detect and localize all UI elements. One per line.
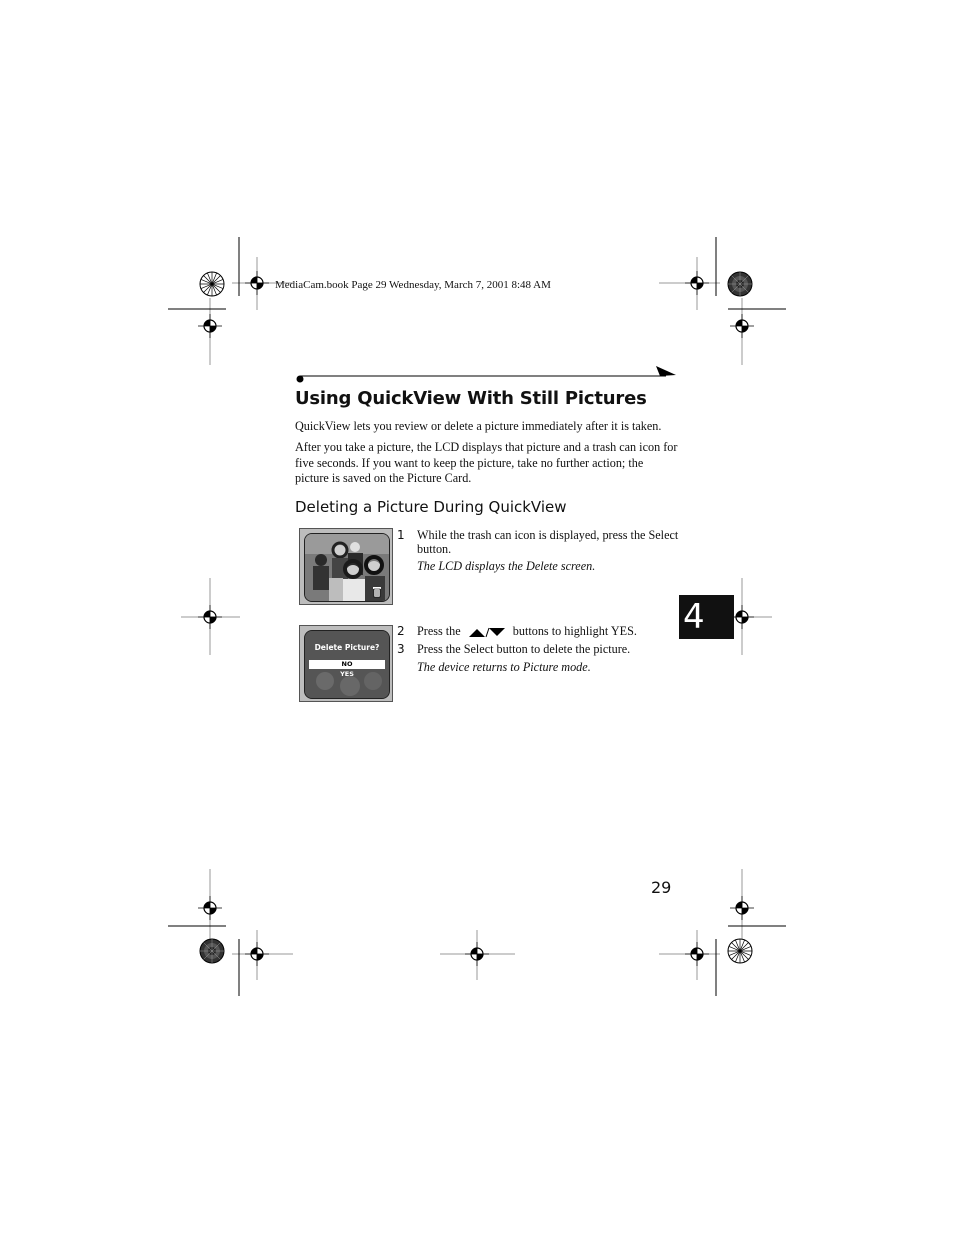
lcd-photo-image [299, 528, 393, 605]
lcd-delete-screen-image [299, 625, 393, 702]
trash-can-icon [372, 586, 382, 598]
step-1-result: The LCD displays the Delete screen. [417, 559, 596, 573]
section-rule [296, 362, 680, 384]
step-3-result: The device returns to Picture mode. [417, 660, 591, 674]
step-1-number: 1 [397, 528, 405, 542]
subsection-title: Deleting a Picture During QuickView [295, 498, 567, 516]
step-3-number: 3 [397, 642, 405, 656]
delete-option-no: NO [309, 660, 385, 669]
chapter-tab: 4 [679, 595, 734, 639]
section-title: Using QuickView With Still Pictures [295, 388, 647, 409]
up-down-arrows-icon [467, 626, 507, 638]
body-paragraph: After you take a picture, the LCD displays that picture and a trash can icon for five seconds. If you want to keep the picture, take no further action; the picture is saved on the Picture Card. [295, 440, 678, 485]
step-2-text [417, 625, 682, 639]
step-2-number: 2 [397, 624, 405, 638]
step-1-text: While the trash can icon is displayed, press the Select button. [417, 528, 679, 556]
step-2-text-after: buttons to highlight YES. [512, 624, 637, 638]
step-2-text-before: Press the [417, 624, 461, 638]
delete-prompt-title: Delete Picture? [314, 643, 380, 652]
intro-paragraph: QuickView lets you review or delete a picture immediately after it is taken. [295, 419, 662, 433]
step-3-text: Press the Select button to delete the picture. [417, 642, 631, 656]
page-number: 29 [651, 878, 672, 897]
running-head: MediaCam.book Page 29 Wednesday, March 7, 2001 8:48 AM [275, 279, 551, 291]
delete-option-yes: YES [340, 670, 354, 678]
